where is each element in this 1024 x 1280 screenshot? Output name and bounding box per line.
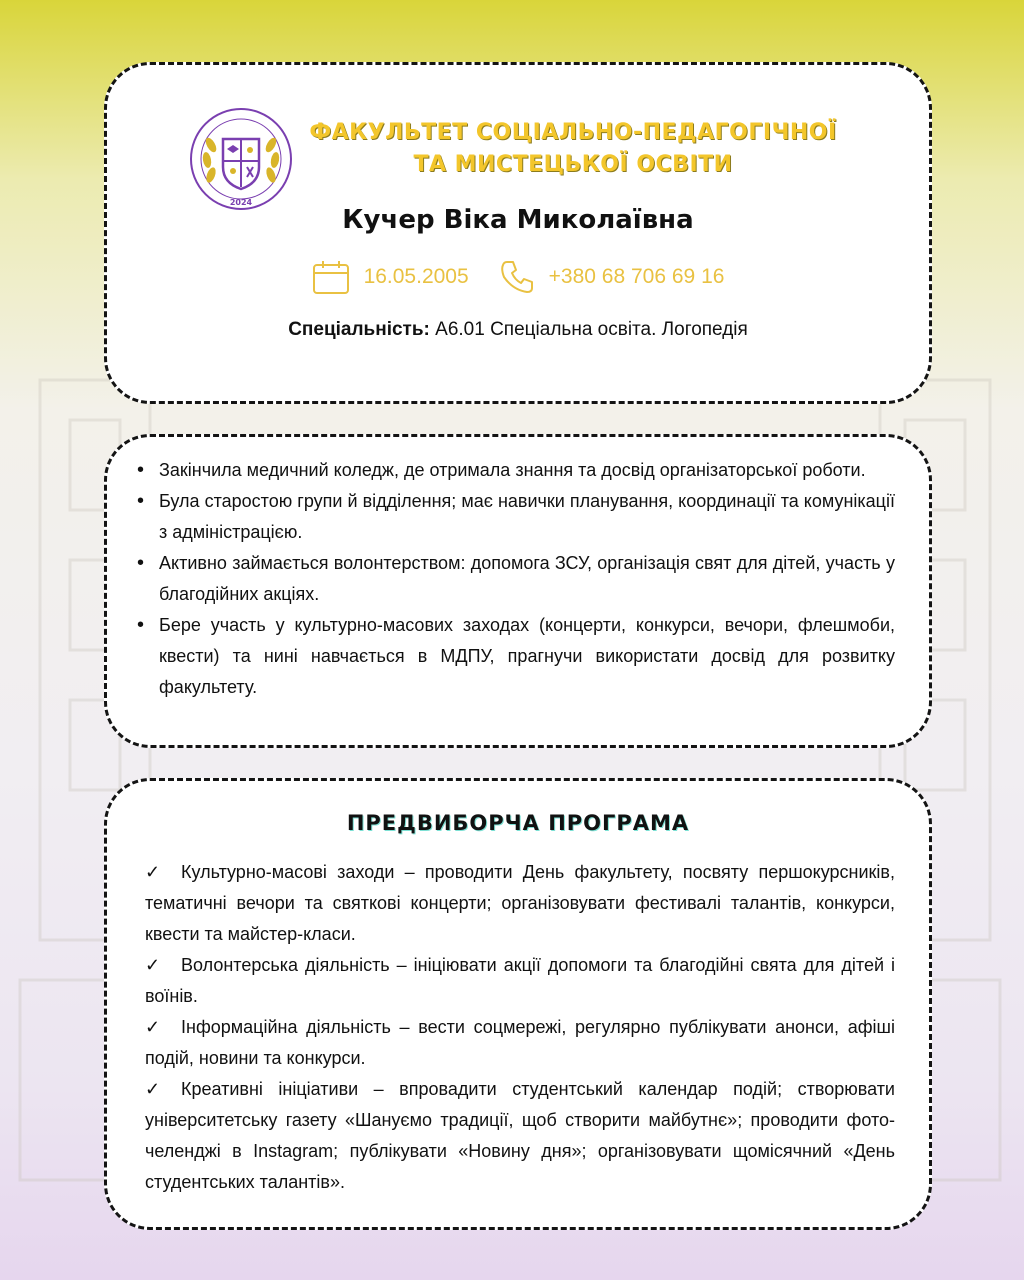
birth-date-value: 16.05.2005 bbox=[363, 265, 469, 288]
candidate-name: Кучер Віка Миколаївна bbox=[342, 205, 694, 235]
specialty-value: А6.01 Спеціальна освіта. Логопедія bbox=[435, 319, 748, 340]
program-item bbox=[145, 950, 895, 1012]
contact-row bbox=[107, 259, 929, 295]
program-title: ПРЕДВИБОРЧА ПРОГРАМА bbox=[346, 811, 690, 835]
faculty-title-line2: ТА МИСТЕЦЬКОЇ ОСВІТИ bbox=[413, 152, 733, 177]
program-item bbox=[145, 1012, 895, 1074]
calendar-icon bbox=[312, 259, 350, 295]
program-item bbox=[145, 857, 895, 950]
bio-list bbox=[107, 437, 929, 703]
bio-item: • Бере участь у культурно-масових заходах (концерти, конкурси, вечори, флешмоби, квести) та нині навчається в МДПУ, прагнучи використати досвід для розвитку факультету. bbox=[159, 610, 895, 703]
checkmark-icon: ✓ bbox=[145, 862, 161, 882]
bio-item: • Була старостою групи й відділення; має навички планування, координації та комунікації з адміністрацією. bbox=[159, 486, 895, 548]
program-list bbox=[145, 857, 895, 1198]
program-item-text: Креативні ініціативи – впровадити студентський календар подій; створювати університетську газету «Шануємо традиції, щоб створити майбутнє»; проводити фото-челенджі в Instagram; публікувати «Новину дня»; організовувати щомісячний «День студентських талантів». bbox=[145, 1079, 895, 1192]
phone-number bbox=[499, 259, 725, 295]
program-item-text: Інформаційна діяльність – вести соцмережі, регулярно публікувати анонси, афіші подій, новини та конкурси. bbox=[145, 1017, 895, 1068]
checkmark-icon: ✓ bbox=[145, 1017, 161, 1037]
header-card bbox=[104, 62, 932, 404]
specialty bbox=[107, 319, 929, 341]
specialty-label: Спеціальність: bbox=[288, 319, 430, 340]
faculty-title bbox=[303, 117, 843, 181]
program-item bbox=[145, 1074, 895, 1198]
program-item-text: Культурно-масові заходи – проводити День факультету, посвяту першокурсників, тематичні вечори та святкові концерти; організовувати фестивалі талантів, конкурси, квести та майстер-класи. bbox=[145, 862, 895, 944]
faculty-logo bbox=[187, 105, 295, 213]
bio-item: • Закінчила медичний коледж, де отримала знання та досвід організаторської роботи. bbox=[159, 455, 895, 486]
phone-icon bbox=[499, 259, 535, 295]
phone-value: +380 68 706 69 16 bbox=[548, 265, 725, 288]
bio-item: • Активно займається волонтерством: допомога ЗСУ, організація свят для дітей, участь у благодійних акціях. bbox=[159, 548, 895, 610]
checkmark-icon: ✓ bbox=[145, 955, 161, 975]
checkmark-icon: ✓ bbox=[145, 1079, 161, 1099]
faculty-title-line1: ФАКУЛЬТЕТ СОЦІАЛЬНО-ПЕДАГОГІЧНОЇ bbox=[309, 120, 837, 145]
program-item-text: Волонтерська діяльність – ініціювати акції допомоги та благодійні свята для дітей і воїнів. bbox=[145, 955, 895, 1006]
logo-year: 2024 bbox=[229, 198, 253, 207]
bio-card bbox=[104, 434, 932, 748]
program-card bbox=[104, 778, 932, 1230]
birth-date bbox=[312, 259, 469, 295]
